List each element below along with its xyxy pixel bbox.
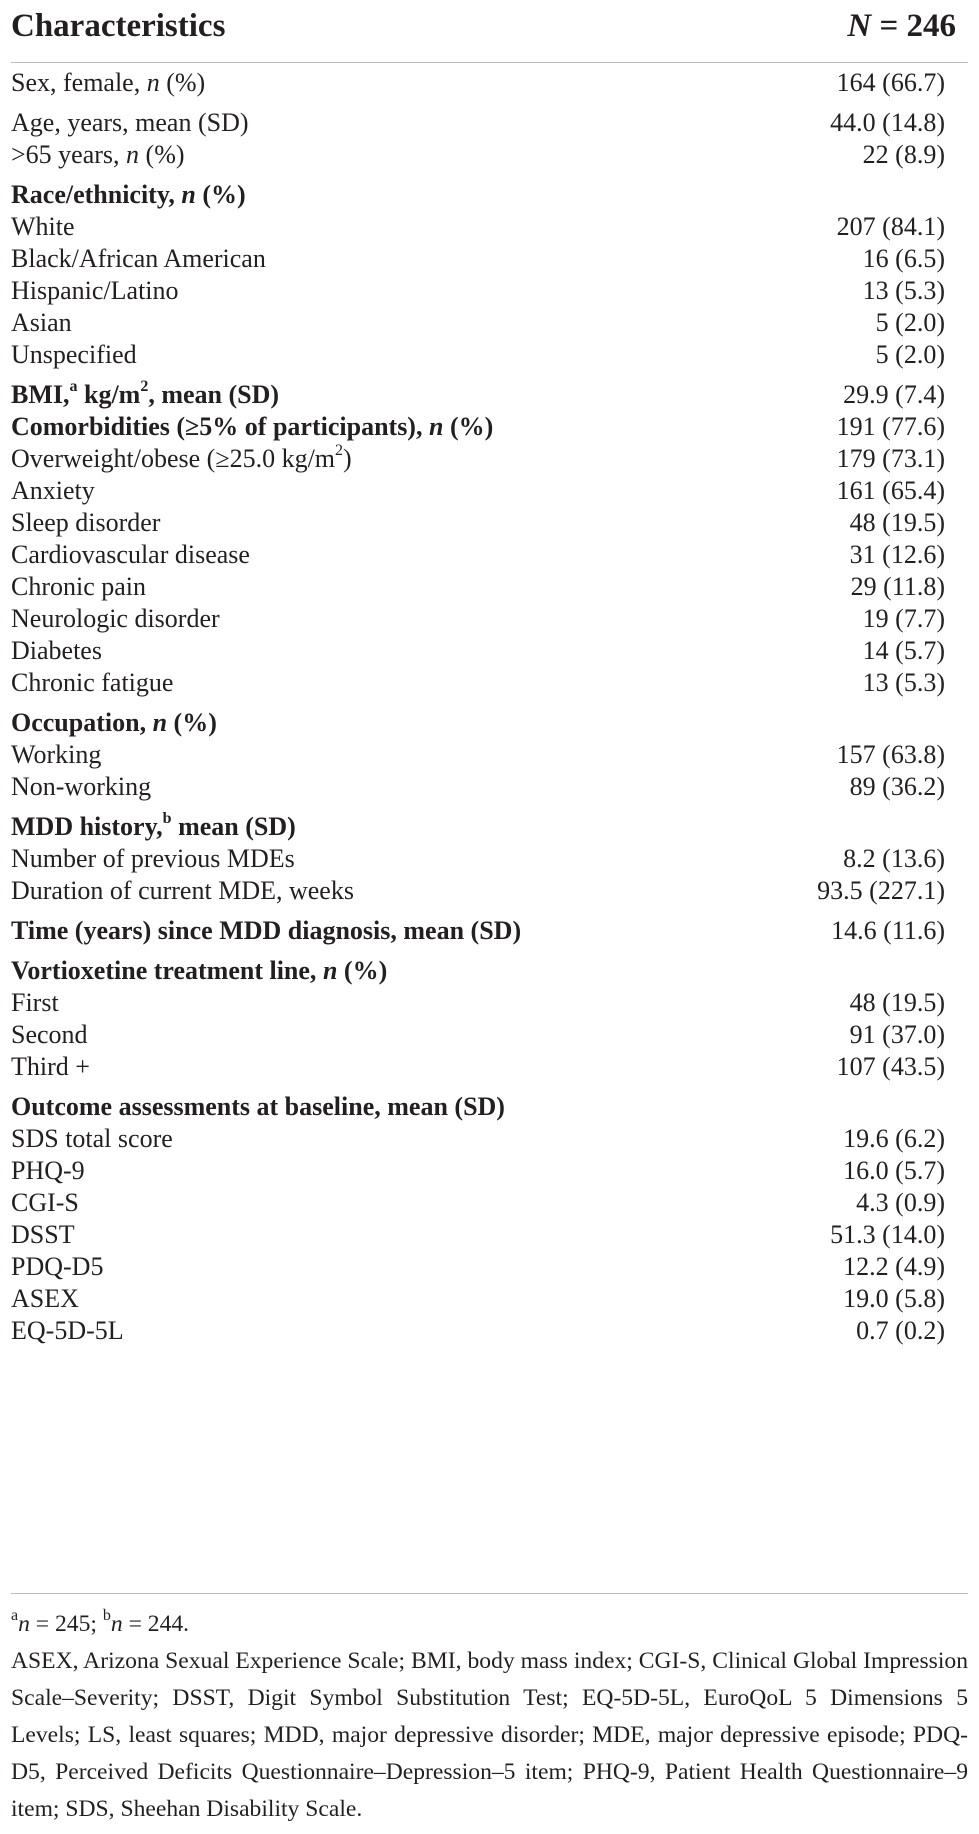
table-row xyxy=(11,843,968,875)
footnote-marker-a: a xyxy=(11,1607,19,1625)
table-row xyxy=(11,915,968,947)
row-value: 5 (2.0) xyxy=(875,308,945,337)
row-value: 0.7 (0.2) xyxy=(856,1316,945,1345)
table-row xyxy=(11,211,968,243)
section-heading xyxy=(11,179,968,211)
row-value: 48 (19.5) xyxy=(849,988,945,1017)
row-label: First xyxy=(11,988,59,1017)
row-label: Cardiovascular disease xyxy=(11,540,250,569)
row-label: DSST xyxy=(11,1220,75,1249)
row-value: 22 (8.9) xyxy=(862,140,945,169)
table-row xyxy=(11,875,968,907)
row-label: Unspecified xyxy=(11,340,137,369)
section-label: Race/ethnicity, n (%) xyxy=(11,180,246,209)
section-heading xyxy=(11,955,968,987)
table-row xyxy=(11,475,968,507)
table-row xyxy=(11,1155,968,1187)
row-label: EQ-5D-5L xyxy=(11,1316,124,1345)
table-row xyxy=(11,1123,968,1155)
row-value: 107 (43.5) xyxy=(836,1052,945,1081)
row-label: Comorbidities (≥5% of participants), n (%) xyxy=(11,412,494,441)
row-label: Black/African American xyxy=(11,244,266,273)
table-row xyxy=(11,1315,968,1347)
table-row xyxy=(11,1219,968,1251)
row-value: 14.6 (11.6) xyxy=(831,916,945,945)
row-label: CGI-S xyxy=(11,1188,79,1217)
row-label: PHQ-9 xyxy=(11,1156,85,1185)
row-value: 89 (36.2) xyxy=(849,772,945,801)
footnote-abbreviations: ASEX, Arizona Sexual Experience Scale; BMI, body mass index; CGI-S, Clinical Global Impression Scale–Severity; DSST, Digit Symbol Substitution Test; EQ-5D-5L, EuroQoL 5 Dimensions 5 Levels; LS, least squares; MDD, major depressive disorder; MDE, major depressive episode; PDQ-D5, Perceived Deficits Questionnaire–Depression–5 item; PHQ-9, Patient Health Questionnaire–9 item; SDS, Sheehan Disability Scale. xyxy=(11,1648,968,1822)
row-label: Chronic fatigue xyxy=(11,668,174,697)
row-value: 207 (84.1) xyxy=(836,212,945,241)
row-value: 91 (37.0) xyxy=(849,1020,945,1049)
section-heading xyxy=(11,1091,968,1123)
table-row xyxy=(11,379,968,411)
row-label: BMI,$^a$ $kg/m^2$, mean (SD) xyxy=(11,378,280,409)
row-label: Time (years) since MDD diagnosis, mean (SD) xyxy=(11,916,522,945)
header-characteristics: Characteristics xyxy=(11,8,226,44)
table-row xyxy=(11,507,968,539)
table-row xyxy=(11,275,968,307)
row-value: 13 (5.3) xyxy=(862,276,945,305)
row-label: Sex, female, n (%) xyxy=(11,68,206,97)
row-value: 29.9 (7.4) xyxy=(843,380,945,409)
table-row xyxy=(11,635,968,667)
row-label: Duration of current MDE, weeks xyxy=(11,876,354,905)
table-row xyxy=(11,771,968,803)
row-label: Sleep disorder xyxy=(11,508,161,537)
table-row xyxy=(11,1283,968,1315)
table-row xyxy=(11,667,968,699)
row-label: >65 years, n (%) xyxy=(11,140,185,169)
section-label: Vortioxetine treatment line, n (%) xyxy=(11,956,388,985)
row-label: SDS total score xyxy=(11,1124,173,1153)
table-row xyxy=(11,603,968,635)
row-label: Neurologic disorder xyxy=(11,604,220,633)
row-label: Anxiety xyxy=(11,476,95,505)
row-label: Hispanic/Latino xyxy=(11,276,179,305)
table-row xyxy=(11,339,968,371)
table-row xyxy=(11,67,968,99)
footnote-b-text: n = 244. xyxy=(110,1611,190,1637)
row-label: Number of previous MDEs xyxy=(11,844,295,873)
section-heading xyxy=(11,811,968,843)
row-value: 16.0 (5.7) xyxy=(843,1156,945,1185)
row-label: White xyxy=(11,212,75,241)
table-row xyxy=(11,139,968,171)
section-heading xyxy=(11,707,968,739)
table-row xyxy=(11,571,968,603)
header-n-symbol: N xyxy=(847,8,872,44)
row-value: 19 (7.7) xyxy=(862,604,945,633)
row-value: 157 (63.8) xyxy=(836,740,945,769)
row-value: 191 (77.6) xyxy=(836,412,945,441)
row-value: 161 (65.4) xyxy=(836,476,945,505)
row-label: PDQ-D5 xyxy=(11,1252,104,1281)
table-row xyxy=(11,411,968,443)
row-value: 48 (19.5) xyxy=(849,508,945,537)
row-value: 164 (66.7) xyxy=(836,68,945,97)
row-label: Age, years, mean (SD) xyxy=(11,108,249,137)
section-label: Outcome assessments at baseline, mean (SD) xyxy=(11,1092,505,1121)
table-row xyxy=(11,307,968,339)
table-row xyxy=(11,539,968,571)
table-row xyxy=(11,1051,968,1083)
row-label: Second xyxy=(11,1020,88,1049)
row-label: Working xyxy=(11,740,102,769)
row-value: 12.2 (4.9) xyxy=(843,1252,945,1281)
row-value: 14 (5.7) xyxy=(862,636,945,665)
section-label: Occupation, n (%) xyxy=(11,708,217,737)
row-value: 19.0 (5.8) xyxy=(843,1284,945,1313)
footnote-a-text: n = 245; xyxy=(18,1611,97,1637)
row-value: 5 (2.0) xyxy=(875,340,945,369)
row-value: 16 (6.5) xyxy=(862,244,945,273)
row-label: ASEX xyxy=(11,1284,79,1313)
section-label: MDD history,$^b$ mean (SD) xyxy=(11,810,296,841)
row-label: Non-working xyxy=(11,772,152,801)
row-value: 4.3 (0.9) xyxy=(856,1188,945,1217)
footnote-sample-sizes xyxy=(11,1606,968,1643)
table-bottom-rule xyxy=(11,1593,968,1594)
row-value: 19.6 (6.2) xyxy=(843,1124,945,1153)
row-label: Asian xyxy=(11,308,72,337)
table-row xyxy=(11,987,968,1019)
row-label: Third + xyxy=(11,1052,90,1081)
row-value: 51.3 (14.0) xyxy=(830,1220,945,1249)
row-value: 31 (12.6) xyxy=(849,540,945,569)
row-value: 29 (11.8) xyxy=(850,572,945,601)
footnote-marker-b: b xyxy=(102,1607,111,1625)
header-n-value: = 246 xyxy=(879,8,956,44)
row-value: 13 (5.3) xyxy=(862,668,945,697)
table-row xyxy=(11,739,968,771)
row-label: Diabetes xyxy=(11,636,102,665)
row-value: 44.0 (14.8) xyxy=(830,108,945,137)
table-row xyxy=(11,443,968,475)
table-row xyxy=(11,243,968,275)
row-label: Chronic pain xyxy=(11,572,147,601)
row-label: Overweight/obese (≥25.0 $kg/m^2$) xyxy=(11,442,352,473)
table-row xyxy=(11,1187,968,1219)
row-value: 93.5 (227.1) xyxy=(817,876,945,905)
row-value: 8.2 (13.6) xyxy=(843,844,945,873)
table-row xyxy=(11,1019,968,1051)
table-row xyxy=(11,1251,968,1283)
table-row xyxy=(11,107,968,139)
row-value: 179 (73.1) xyxy=(836,444,945,473)
